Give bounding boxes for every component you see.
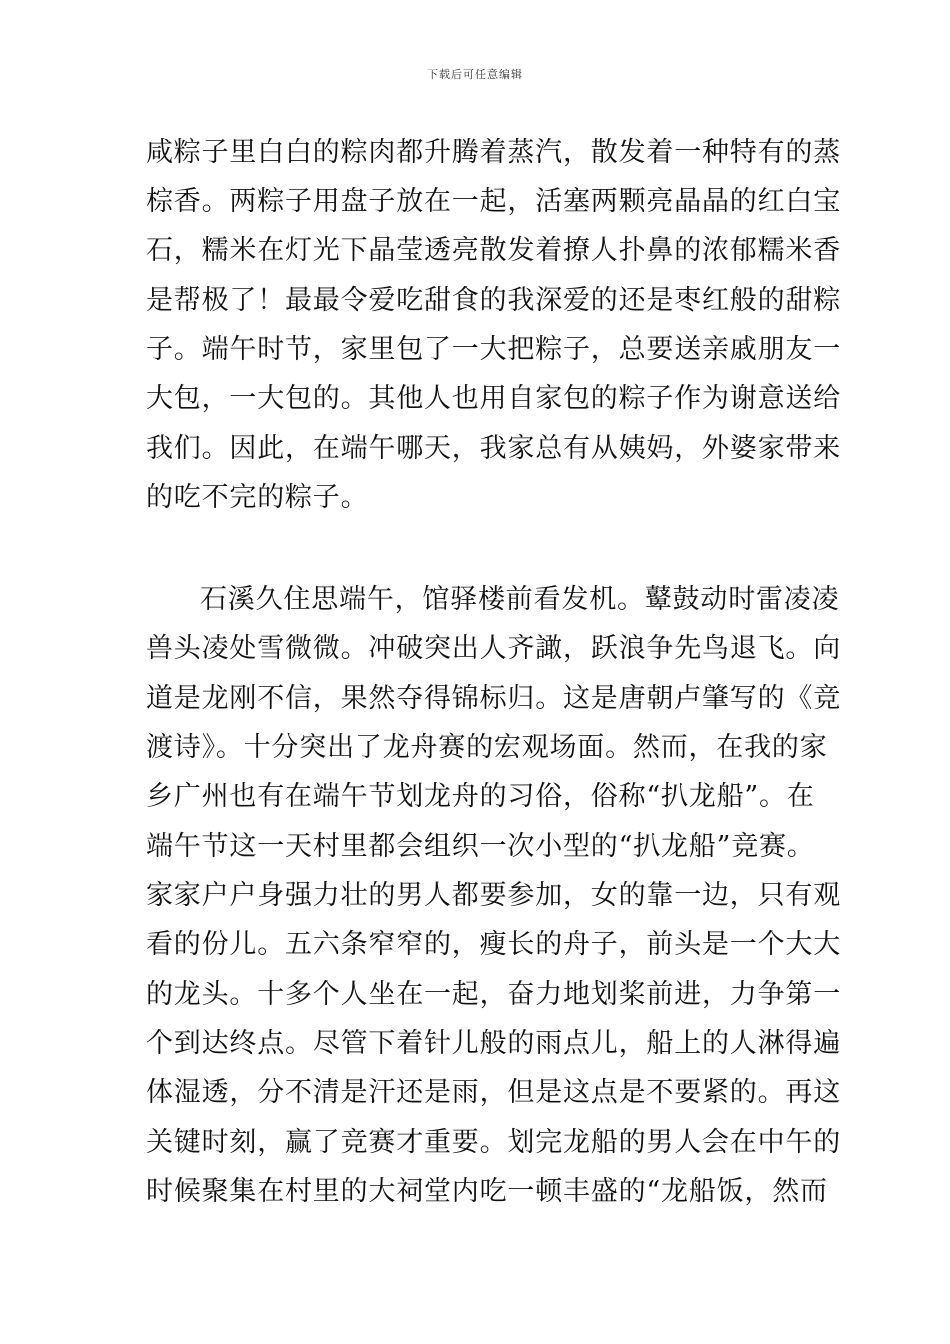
- text-line: 家家户户身强力壮的男人都要参加，女的靠一边，只有观: [146, 880, 841, 911]
- text-line: 的龙头。十多个人坐在一起，奋力地划桨前进，力争第一: [146, 979, 841, 1010]
- text-line: 时候聚集在村里的大祠堂内吃一顿丰盛的“龙船饭，然而: [146, 1176, 828, 1207]
- text-line: 我们。因此，在端午哪天，我家总有从姨妈，外婆家带来: [146, 433, 841, 464]
- page-header: 下载后可任意编辑: [427, 68, 523, 81]
- text-line: 棕香。两粽子用盘子放在一起，活塞两颗亮晶晶的红白宝: [146, 186, 841, 217]
- text-line: 子。端午时节，家里包了一大把粽子，总要送亲戚朋友一: [146, 334, 841, 365]
- text-line: 关键时刻，赢了竞赛才重要。划完龙船的男人会在中午的: [146, 1127, 841, 1158]
- text-line: 个到达终点。尽管下着针儿般的雨点儿，船上的人淋得遍: [146, 1028, 841, 1059]
- text-line: 体湿透，分不清是汗还是雨，但是这点是不要紧的。再这: [146, 1077, 841, 1108]
- text-line: 咸粽子里白白的粽肉都升腾着蒸汽，散发着一种特有的蒸: [146, 137, 841, 168]
- text-line: 石溪久住思端午，馆驿楼前看发机。鼙鼓动时雷凌凌: [200, 584, 840, 615]
- text-line: 兽头凌处雪微微。冲破突出人齐譀，跃浪争先鸟退飞。向: [146, 633, 841, 664]
- text-line: 看的份儿。五六条窄窄的，瘦长的舟子，前头是一个大大: [146, 929, 841, 960]
- text-line: 端午节这一天村里都会组织一次小型的“扒龙船”竞赛。: [146, 831, 815, 862]
- text-line: 道是龙刚不信，果然夺得锦标归。这是唐朝卢肇写的《竞: [146, 683, 841, 714]
- text-line: 大包，一大包的。其他人也用自家包的粽子作为谢意送给: [146, 383, 841, 414]
- text-line: 的吃不完的粽子。: [146, 482, 369, 513]
- text-line: 乡广州也有在端午节划龙舟的习俗，俗称“扒龙船”。在: [146, 781, 815, 812]
- text-line: 石，糯米在灯光下晶莹透亮散发着撩人扑鼻的浓郁糯米香: [146, 235, 841, 266]
- text-line: 是帮极了！最最令爱吃甜食的我深爱的还是枣红般的甜粽: [146, 285, 841, 316]
- text-line: 渡诗》。十分突出了龙舟赛的宏观场面。然而，在我的家: [146, 732, 828, 763]
